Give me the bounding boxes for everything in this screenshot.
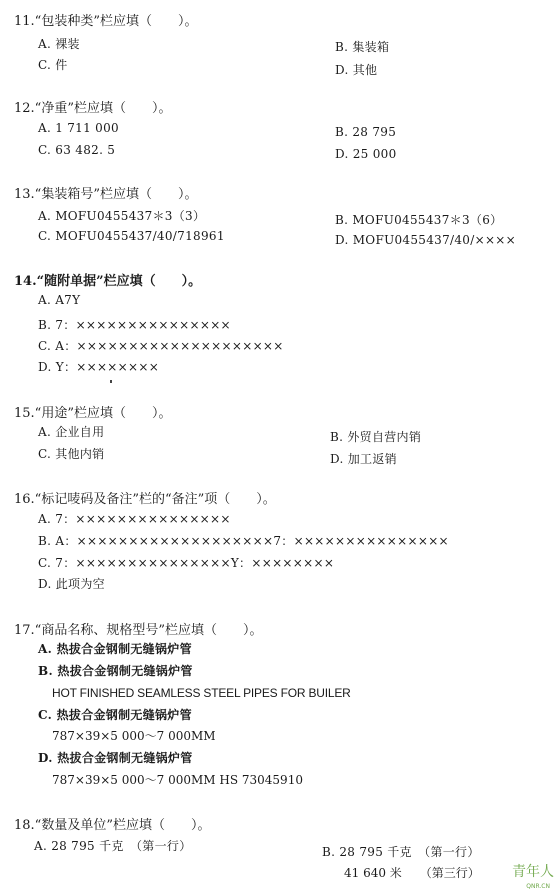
q17-option-b[interactable]: B. 热拔合金钢制无缝锅炉管 <box>38 664 193 678</box>
question-13-title: 13.“集装箱号”栏应填（ ）。 <box>14 187 198 202</box>
q17-option-b-english: HOT FINISHED SEAMLESS STEEL PIPES FOR BUILER <box>52 686 351 700</box>
q14-option-b[interactable]: B. 7：××××××××××××××× <box>38 318 231 332</box>
q15-option-b[interactable]: B. 外贸自营内销 <box>330 430 422 444</box>
q11-option-b[interactable]: B. 集装箱 <box>335 40 390 54</box>
q18-option-b-line2: 41 640 米 （第三行） <box>344 866 480 880</box>
question-17-title: 17.“商品名称、规格型号”栏应填（ ）。 <box>14 623 263 638</box>
q16-option-b[interactable]: B. A：×××××××××××××××××××7：××××××××××××××× <box>38 534 449 548</box>
q16-option-d[interactable]: D. 此项为空 <box>38 577 105 591</box>
watermark-logo: 青年人 <box>512 864 554 880</box>
q14-option-c[interactable]: C. A：×××××××××××××××××××× <box>38 339 284 353</box>
q17-option-c-spec: 787×39×5 000～7 000MM <box>52 729 216 743</box>
q12-option-d[interactable]: D. 25 000 <box>335 147 397 161</box>
q11-option-c[interactable]: C. 件 <box>38 58 68 72</box>
q18-option-b[interactable]: B. 28 795 千克 （第一行） <box>322 845 480 859</box>
question-16-title: 16.“标记唛码及备注”栏的“备注”项（ ）。 <box>14 492 276 507</box>
q15-option-d[interactable]: D. 加工返销 <box>330 452 397 466</box>
q12-option-c[interactable]: C. 63 482. 5 <box>38 143 116 157</box>
question-12-title: 12.“净重”栏应填（ ）。 <box>14 101 172 116</box>
q17-option-c[interactable]: C. 热拔合金钢制无缝锅炉管 <box>38 708 192 722</box>
q12-option-a[interactable]: A. 1 711 000 <box>38 121 119 135</box>
q18-option-a[interactable]: A. 28 795 千克 （第一行） <box>34 839 192 853</box>
q11-option-d[interactable]: D. 其他 <box>335 63 378 77</box>
q17-option-d-spec: 787×39×5 000～7 000MM HS 73045910 <box>52 773 303 787</box>
watermark-url: QNR.CN <box>526 883 550 890</box>
question-18-title: 18.“数量及单位”栏应填（ ）。 <box>14 818 211 833</box>
q17-option-d[interactable]: D. 热拔合金钢制无缝锅炉管 <box>38 751 193 765</box>
q16-option-a[interactable]: A. 7：××××××××××××××× <box>38 512 231 526</box>
q14-option-a[interactable]: A. A7Y <box>38 293 81 307</box>
q16-option-c[interactable]: C. 7：×××××××××××××××Y：×××××××× <box>38 556 335 570</box>
q13-option-d[interactable]: D. MOFU0455437/40/×××× <box>335 233 517 247</box>
scan-speck <box>110 380 112 383</box>
q15-option-c[interactable]: C. 其他内销 <box>38 447 105 461</box>
q17-option-a[interactable]: A. 热拔合金钢制无缝锅炉管 <box>38 642 192 656</box>
question-14-title: 14.“随附单据”栏应填（ ）。 <box>14 274 202 289</box>
q13-option-a[interactable]: A. MOFU0455437＊3（3） <box>38 209 206 223</box>
question-11-title: 11.“包装种类”栏应填（ ）。 <box>14 14 198 29</box>
q11-option-a[interactable]: A. 裸装 <box>38 37 80 51</box>
q15-option-a[interactable]: A. 企业自用 <box>38 425 105 439</box>
q12-option-b[interactable]: B. 28 795 <box>335 125 397 139</box>
q13-option-b[interactable]: B. MOFU0455437＊3（6） <box>335 213 503 227</box>
q13-option-c[interactable]: C. MOFU0455437/40/718961 <box>38 229 225 243</box>
question-15-title: 15.“用途”栏应填（ ）。 <box>14 406 172 421</box>
q14-option-d[interactable]: D. Y：×××××××× <box>38 360 160 374</box>
